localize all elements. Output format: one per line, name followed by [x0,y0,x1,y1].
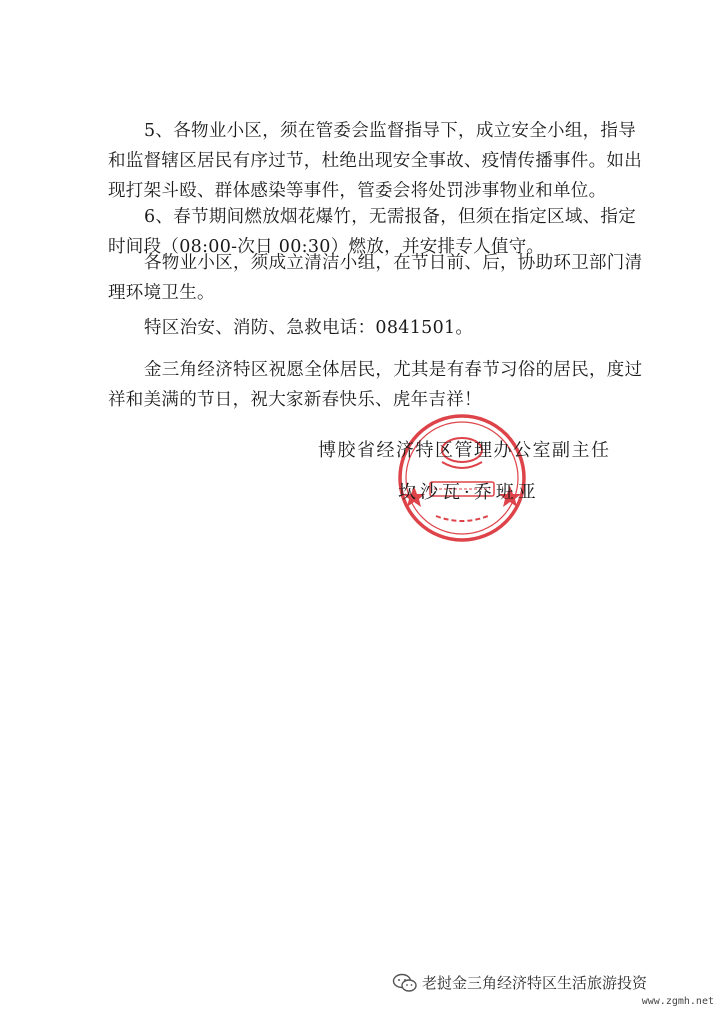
paragraph-cleaning [108,248,643,308]
signatory-name: 坎沙瓦·乔班亚 [398,482,540,503]
text-line: 和监督辖区居民有序过节，杜绝出现安全事故、疫情传播事件。如出 [108,151,642,171]
text-line: 时间段（08:00-次日 00:30）燃放，并安排专人值守。 [108,237,545,257]
paragraph-emergency-phone [108,313,616,343]
signatory-title: 博胶省经济特区管理办公室副主任 [318,440,611,461]
text-line: 各物业小区，须成立清洁小组，在节日前、后，协助环卫部门清 [144,253,643,273]
text-line: 金三角经济特区祝愿全体居民，尤其是有春节习俗的居民，度过 [144,360,643,380]
text-line: 5、各物业小区，须在管委会监督指导下，成立安全小组，指导 [144,121,637,141]
text-line: 理环境卫生。 [108,283,215,303]
wechat-account-footer [392,972,647,993]
wechat-account-name: 老挝金三角经济特区生活旅游投资 [422,974,648,992]
paragraph-item-5 [108,116,642,206]
text-line: 6、春节期间燃放烟花爆竹，无需报备，但须在指定区域、指定 [144,207,637,227]
text-line: 现打架斗殴、群体感染等事件，管委会将处罚涉事物业和单位。 [108,181,607,201]
paragraph-greeting [108,355,643,415]
site-watermark: www.zgmh.net [641,996,714,1007]
wechat-icon [392,973,418,993]
text-line: 祥和美满的节日，祝大家新春快乐、虎年吉祥！ [108,390,482,410]
text-line: 特区治安、消防、急救电话：0841501。 [144,318,474,338]
